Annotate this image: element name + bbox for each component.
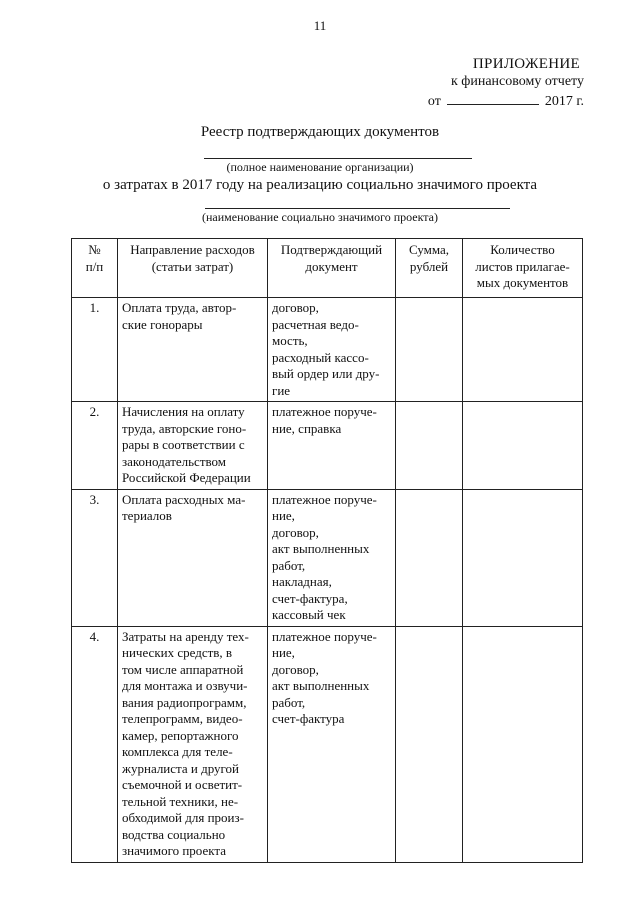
documents-table <box>71 238 583 863</box>
col-header-sum: Сумма, рублей <box>396 239 463 298</box>
org-name-hint: (полное наименование организации) <box>226 160 414 174</box>
table-row <box>72 298 583 402</box>
row-document: платежное поруче- ние, договор, акт выполненных работ, накладная, счет-фактура, кассовый чек <box>268 489 396 626</box>
row-sum-cell[interactable] <box>396 626 463 862</box>
row-document: платежное поруче- ние, договор, акт выполненных работ, счет-фактура <box>268 626 396 862</box>
project-name-hint: (наименование социально значимого проекта) <box>202 210 438 224</box>
row-document: платежное поруче- ние, справка <box>268 402 396 490</box>
appendix-date <box>428 91 584 111</box>
appendix-header <box>428 55 584 111</box>
appendix-subtitle: к финансовому отчету <box>450 74 584 89</box>
row-direction: Оплата расходных ма- териалов <box>118 489 268 626</box>
col-header-sheets: Количество листов прилагае- мых документов <box>463 239 583 298</box>
table-row <box>72 626 583 862</box>
col-header-direction: Направление расходов (статьи затрат) <box>118 239 268 298</box>
col-header-document: Подтверждающий документ <box>268 239 396 298</box>
date-suffix: 2017 г. <box>544 94 584 109</box>
date-prefix: от <box>427 94 441 109</box>
row-number: 4. <box>72 626 118 862</box>
register-title: Реестр подтверждающих документов <box>200 124 440 140</box>
row-number: 1. <box>72 298 118 402</box>
table-row <box>72 489 583 626</box>
table-header-row <box>72 239 583 298</box>
row-number: 3. <box>72 489 118 626</box>
row-direction: Оплата труда, автор- ские гонорары <box>118 298 268 402</box>
row-number: 2. <box>72 402 118 490</box>
date-blank-line <box>447 91 539 105</box>
org-name-line <box>204 158 472 159</box>
row-direction: Начисления на оплату труда, авторские гоно- рары в соответствии с законодательством Российской Федерации <box>118 402 268 490</box>
row-document: договор, расчетная ведо- мость, расходный кассо- вый ордер или дру- гие <box>268 298 396 402</box>
subject-line: о затратах в 2017 году на реализацию социально значимого проекта <box>102 177 538 193</box>
table-row <box>72 402 583 490</box>
row-sheets-cell[interactable] <box>463 626 583 862</box>
row-sheets-cell[interactable] <box>463 402 583 490</box>
row-sum-cell[interactable] <box>396 402 463 490</box>
page-number: 11 <box>313 18 327 33</box>
row-sheets-cell[interactable] <box>463 489 583 626</box>
col-header-number: № п/п <box>72 239 118 298</box>
row-sum-cell[interactable] <box>396 489 463 626</box>
row-sum-cell[interactable] <box>396 298 463 402</box>
row-direction: Затраты на аренду тех- нических средств, в том числе аппаратной для монтажа и озвучи- вания радиопрограмм, телепрограмм, видео- камер, репортажного комплекса для теле- журналиста и другой съемочной и осветит- тельной техники, не- обходимой для произ- водства социально значимого проекта <box>118 626 268 862</box>
row-sheets-cell[interactable] <box>463 298 583 402</box>
appendix-title: ПРИЛОЖЕНИЕ <box>472 56 580 72</box>
project-name-line <box>205 208 510 209</box>
